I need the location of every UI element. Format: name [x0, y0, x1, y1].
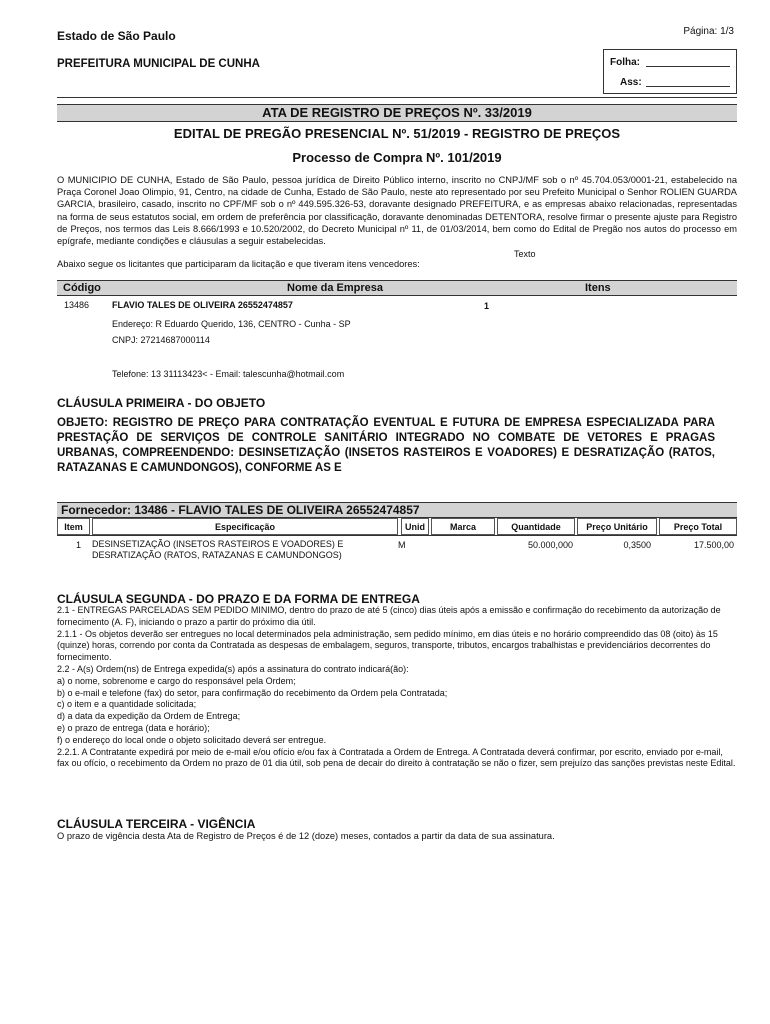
clausula-terceira-title: CLÁUSULA TERCEIRA - VIGÊNCIA	[57, 817, 256, 831]
clause-line: 2.2.1. A Contratante expedirá por meio de e-mail e/ou ofício e/ou fax à Contratada a Ordem de Entrega. A Contratada deverá confirmar, por escrito, enviado por e-mail, fax ou ofício, o recebimento da Ordem no prazo de 01 dia útil, sob pena de decair do direito à contratação se não o fizer, sem prejuízo das sanções previstas neste Edital.	[57, 746, 736, 769]
companies-table-header	[57, 280, 737, 296]
clausula-primeira-title: CLÁUSULA PRIMEIRA - DO OBJETO	[57, 396, 266, 410]
item-unid: M	[398, 540, 406, 550]
item-preco-total: 17.500,00	[693, 540, 734, 550]
item-especificacao	[92, 539, 343, 561]
page-number: Página: 1/3	[683, 26, 734, 37]
col-quantidade: Quantidade	[497, 518, 575, 535]
item-espec-line1: DESINSETIZAÇÃO (INSETOS RASTEIROS E VOADORES) E	[92, 539, 344, 549]
item-quantidade: 50.000,000	[527, 540, 573, 550]
clause-line: c) o item e a quantidade solicitada;	[57, 699, 197, 710]
objeto-text: OBJETO: REGISTRO DE PREÇO PARA CONTRATAÇÃO EVENTUAL E FUTURA DE EMPRESA ESPECIALIZADA PARA PRESTAÇÃO DE SERVIÇOS DE CONTROLE SANITÁRIO INTEGRADO NO COMBATE DE VETORES E PRAGAS URBANAS, COMPREENDENDO: DESINSETIZAÇÃO (INSETOS RASTEIROS E VOADORES) E DESRATIZAÇÃO (RATOS, RATAZANAS E CAMUNDONGOS), CONFORME AS E	[57, 417, 715, 474]
col-especificacao: Especificação	[92, 518, 398, 535]
clause-line: f) o endereço do local onde o objeto solicitado deverá ser entregue.	[57, 734, 327, 745]
company-cnpj: CNPJ: 27214687000114	[112, 335, 210, 345]
clausula-segunda-body	[57, 605, 737, 770]
clause-line: a) o nome, sobrenome e cargo do responsável pela Ordem;	[57, 675, 296, 686]
col-preco-total: Preço Total	[659, 518, 737, 535]
bidders-intro: Abaixo segue os licitantes que participaram da licitação e que tiveram itens vencedores:	[57, 259, 420, 269]
header-divider	[57, 97, 737, 98]
folha-line	[646, 66, 730, 67]
texto-label: Texto	[514, 249, 536, 259]
company-address: Endereço: R Eduardo Querido, 136, CENTRO - Cunha - SP	[112, 319, 351, 329]
clause-line: b) o e-mail e telefone (fax) do setor, para confirmação do recebimento da Ordem pela Contratada;	[57, 687, 448, 698]
col-codigo: Código	[63, 282, 101, 294]
item-espec-line2: DESRATIZAÇÃO (RATOS, RATAZANAS E CAMUNDONGOS)	[92, 550, 342, 560]
ata-title: ATA DE REGISTRO DE PREÇOS Nº. 33/2019	[57, 104, 737, 122]
folha-label: Folha:	[610, 57, 640, 68]
intro-paragraph: O MUNICIPIO DE CUNHA, Estado de São Paulo, pessoa jurídica de Direito Público interno, inscrito no CNPJ/MF sob o nº 45.704.053/0001-21, estabelecido na Praça Coronel Joao Olimpio, 91, Centro, na cidade de Cunha, Estado de São Paulo, neste ato representado por seu Prefeito Municipal o Senhor ROLIEN GUARDA GARCIA, brasileiro, casado, inscrito no CPF/MF sob o nº 449.595.326-53, doravante designado PREFEITURA, e as empresas abaixo relacionadas, representadas na forma de seus estatutos social, em ordem de preferência por classificação, doravante denominadas DETENTORA, resolve firmar o presente ajuste para Registro de Preços, nos termos das Leis 8.666/1993 e 10.520/2002, do Decreto Municipal nº 11, de 01/03/2014, bem como do Edital de Pregão nos autos do processo em epígrafe, mediante condições e cláusulas a seguir estabelecidas.	[57, 175, 737, 247]
edital-title: EDITAL DE PREGÃO PRESENCIAL Nº. 51/2019 - REGISTRO DE PREÇOS	[173, 126, 621, 141]
item-preco-unitario: 0,3500	[623, 540, 651, 550]
clause-line: 2.1 - ENTREGAS PARCELADAS SEM PEDIDO MINIMO, dentro do prazo de até 5 (cinco) dias úteis após a emissão e confirmação do recebimento da autorização de fornecimento (A. F), iniciando o prazo a partir do próximo dia útil.	[57, 605, 721, 627]
fornecedor-header	[57, 502, 737, 517]
folha-ass-box	[603, 49, 737, 94]
prefecture-name: PREFEITURA MUNICIPAL DE CUNHA	[57, 58, 260, 70]
state-name: Estado de São Paulo	[57, 29, 176, 43]
company-phone-email: Telefone: 13 31113423< - Email: talescunha@hotmail.com	[112, 369, 345, 379]
col-nome: Nome da Empresa	[287, 282, 383, 294]
col-item: Item	[57, 518, 90, 535]
clause-line: 2.2 - A(s) Ordem(ns) de Entrega expedida(s) após a assinatura do contrato indicará(ão):	[57, 663, 409, 674]
processo-title: Processo de Compra Nº. 101/2019	[292, 150, 502, 165]
col-marca: Marca	[431, 518, 495, 535]
clausula-terceira-body: O prazo de vigência desta Ata de Registro de Preços é de 12 (doze) meses, contados a partir da data de sua assinatura.	[57, 831, 555, 841]
ass-line	[646, 86, 730, 87]
col-itens: Itens	[585, 282, 611, 294]
company-name: FLAVIO TALES DE OLIVEIRA 26552474857	[112, 300, 293, 310]
clausula-segunda-title: CLÁUSULA SEGUNDA - DO PRAZO E DA FORMA DE ENTREGA	[57, 592, 420, 606]
col-unid: Unid	[401, 518, 429, 535]
clause-line: d) a data da expedição da Ordem de Entrega;	[57, 711, 241, 722]
col-preco-unitario: Preço Unitário	[577, 518, 657, 535]
items-table-header	[57, 517, 737, 536]
company-items: 1	[484, 301, 490, 311]
clause-line: 2.1.1 - Os objetos deverão ser entregues no local determinados pela administração, sem pedido mínimo, em dias úteis e no horário compreendido das 08 (oito) às 15 (quinze) horas, correndo por conta da Contratada as despesas de embalagem, seguros, transporte, tributos, encargos trabalhistas e previdenciários decorrentes do fornecimento.	[57, 628, 718, 663]
fornecedor-title: Fornecedor: 13486 - FLAVIO TALES DE OLIVEIRA 26552474857	[61, 503, 420, 517]
clause-line: e) o prazo de entrega (data e horário);	[57, 722, 210, 733]
ass-label: Ass:	[620, 77, 642, 88]
item-number: 1	[76, 540, 82, 550]
company-code: 13486	[64, 300, 90, 310]
